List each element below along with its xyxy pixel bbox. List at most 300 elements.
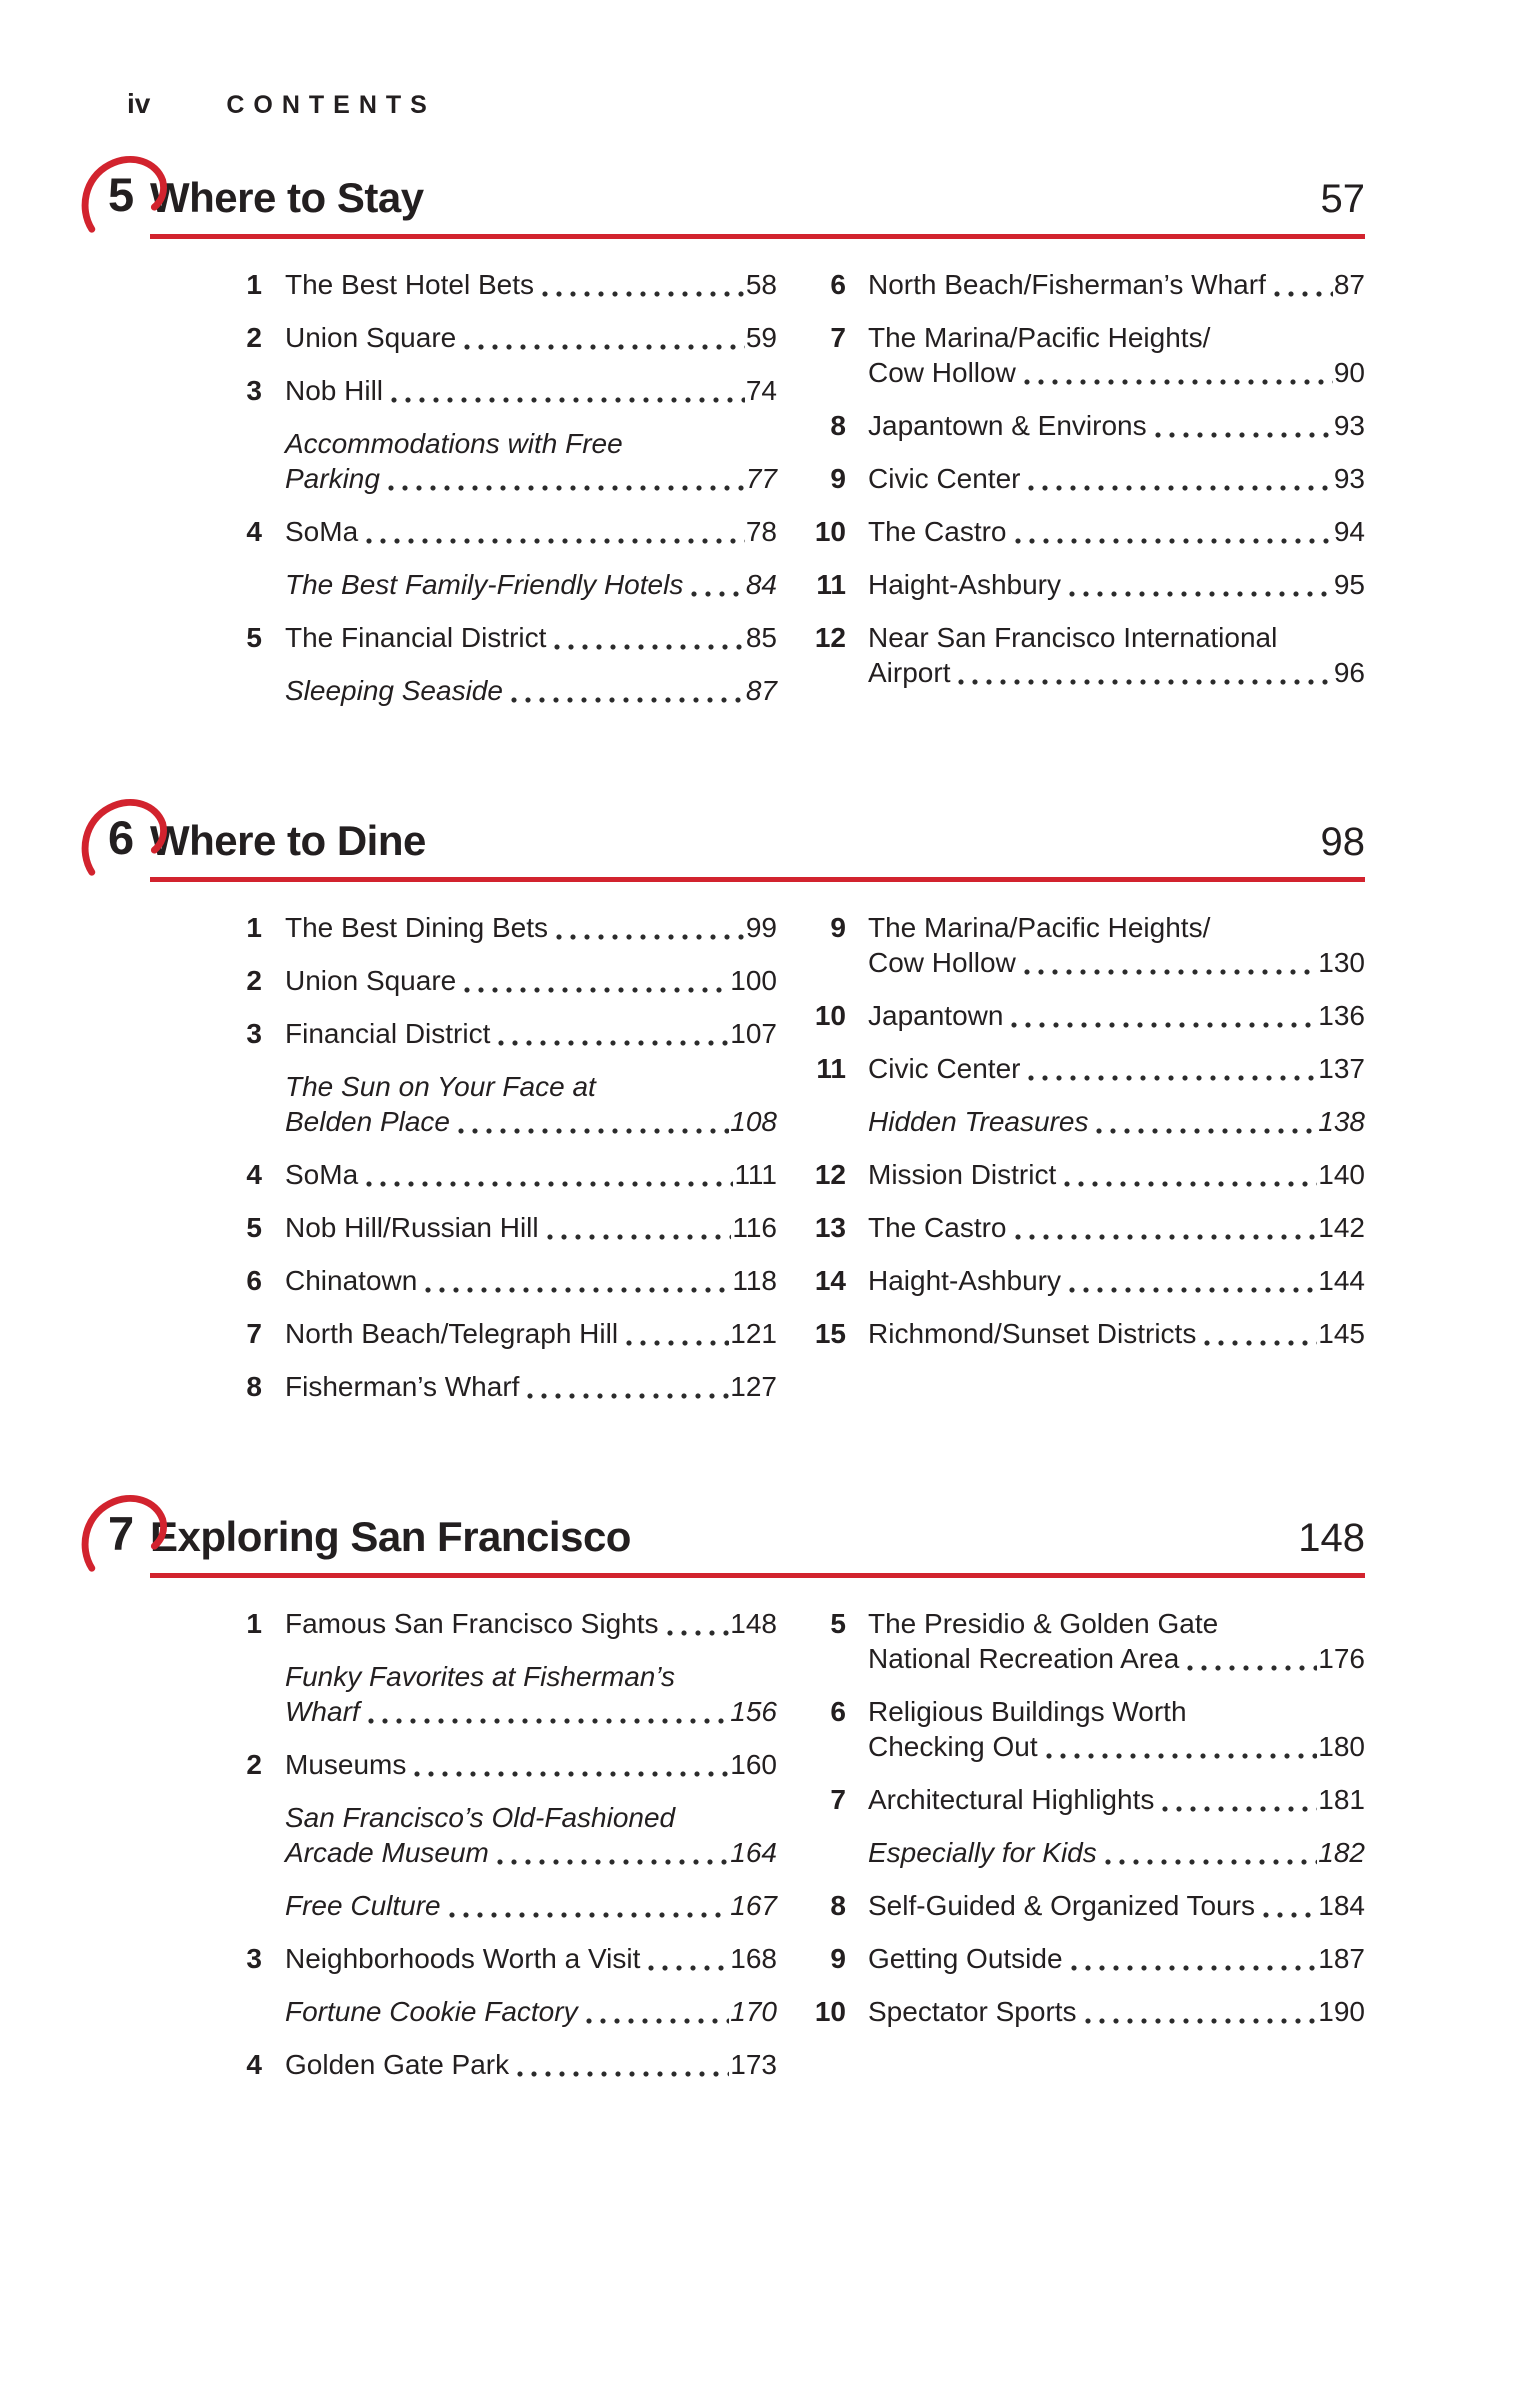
entry-page-number: 142 (1318, 1212, 1365, 1243)
entry-number: 12 (814, 1159, 846, 1190)
entry-body (285, 963, 777, 998)
leader-dots (667, 1630, 730, 1636)
toc-entry (150, 1069, 777, 1139)
toc-entry (150, 373, 777, 408)
entry-page-number: 95 (1333, 569, 1365, 600)
entry-number: 8 (830, 1890, 846, 1921)
entry-page-number: 77 (745, 463, 777, 494)
entry-lastline (285, 1210, 777, 1245)
chapter-number-badge (78, 149, 170, 245)
entry-lastline (868, 1941, 1365, 1976)
toc-entry (810, 267, 1365, 302)
entry-lastline (868, 267, 1365, 302)
toc-entry (150, 1994, 777, 2029)
entry-body (285, 1016, 777, 1051)
entry-body (868, 267, 1365, 302)
toc-entry (810, 1994, 1365, 2029)
entry-number: 2 (246, 965, 262, 996)
leader-dots (554, 644, 744, 650)
toc-column-right (810, 267, 1365, 726)
leader-dots (1064, 1181, 1317, 1187)
entry-title: SoMa (285, 516, 359, 547)
entry-number: 6 (830, 269, 846, 300)
entry-title: Chinatown (285, 1265, 418, 1296)
leader-dots (648, 1965, 729, 1971)
toc-column-right (810, 1606, 1365, 2100)
entry-page-number: 180 (1318, 1731, 1365, 1762)
entry-number: 3 (246, 1018, 262, 1049)
chapter-page-number: 57 (1320, 177, 1365, 221)
entry-body (868, 514, 1365, 549)
entry-line: The Presidio & Golden Gate (868, 1608, 1219, 1639)
entry-title: Haight-Ashbury (868, 1265, 1061, 1296)
entry-line: Religious Buildings Worth (868, 1696, 1187, 1727)
entry-page-number: 78 (745, 516, 777, 547)
entry-title: North Beach/Telegraph Hill (285, 1318, 619, 1349)
entry-lastline (868, 1210, 1365, 1245)
entry-number: 15 (814, 1318, 846, 1349)
entry-page-number: 168 (730, 1943, 777, 1974)
chapter-number: 5 (108, 168, 135, 221)
entry-lastline (868, 1835, 1365, 1870)
leader-dots (464, 987, 729, 993)
entry-body (285, 1069, 777, 1139)
entry-lastline (285, 1104, 777, 1139)
entry-lastline (285, 1994, 777, 2029)
entry-line: The Sun on Your Face at (285, 1071, 596, 1102)
entry-lastline (868, 355, 1365, 390)
entry-page-number: 90 (1333, 357, 1365, 388)
entry-page-number: 164 (730, 1837, 777, 1868)
entry-body (285, 1263, 777, 1298)
entry-number: 7 (246, 1318, 262, 1349)
toc-entry (150, 2047, 777, 2082)
leader-dots (1024, 969, 1317, 975)
toc-entry (150, 1941, 777, 1976)
entry-lastline (285, 1888, 777, 1923)
leader-dots (511, 697, 745, 703)
leader-dots (517, 2071, 729, 2077)
entry-number: 10 (814, 1000, 846, 1031)
entry-lastline (285, 1263, 777, 1298)
entry-page-number: 84 (745, 569, 777, 600)
entry-lastline (868, 1994, 1365, 2029)
leader-dots (1069, 1287, 1317, 1293)
entry-body (285, 1606, 777, 1641)
entry-page-number: 138 (1318, 1106, 1365, 1137)
entry-lastline (868, 945, 1365, 980)
entry-number: 5 (246, 622, 262, 653)
entry-page-number: 187 (1318, 1943, 1365, 1974)
entry-number: 13 (814, 1212, 846, 1243)
toc-entry (150, 426, 777, 496)
entry-title: Civic Center (868, 1053, 1021, 1084)
entry-page-number: 176 (1318, 1643, 1365, 1674)
toc-entry (810, 1051, 1365, 1086)
entry-number: 9 (830, 463, 846, 494)
entry-title: Hidden Treasures (868, 1106, 1089, 1137)
entry-page-number: 156 (730, 1696, 777, 1727)
leader-dots (497, 1859, 729, 1865)
leader-dots (388, 485, 745, 491)
entry-body (868, 461, 1365, 496)
leader-dots (414, 1771, 729, 1777)
entry-page-number: 74 (745, 375, 777, 406)
leader-dots (1015, 1234, 1318, 1240)
entry-body (285, 1994, 777, 2029)
chapter-header (108, 1507, 1365, 1578)
leader-dots (1024, 379, 1333, 385)
leader-dots (1046, 1753, 1318, 1759)
chapter-number: 7 (108, 1507, 135, 1560)
entry-title: Getting Outside (868, 1943, 1063, 1974)
entry-number: 6 (830, 1696, 846, 1727)
entry-page-number: 121 (730, 1318, 777, 1349)
entry-number: 7 (830, 322, 846, 353)
chapter-page-number: 148 (1298, 1516, 1365, 1560)
toc-entry (150, 1800, 777, 1870)
entry-page-number: 93 (1333, 410, 1365, 441)
toc-entry (810, 514, 1365, 549)
entry-body (868, 1210, 1365, 1245)
entry-body (868, 1263, 1365, 1298)
toc-entry (150, 1157, 777, 1192)
entry-page-number: 87 (1333, 269, 1365, 300)
entry-title: Airport (868, 657, 951, 688)
entry-page-number: 116 (732, 1212, 777, 1243)
entry-lastline (868, 1263, 1365, 1298)
chapter-title: Where to Stay (150, 174, 424, 221)
entry-line: Funky Favorites at Fisherman’s (285, 1661, 676, 1692)
toc-entry (810, 1104, 1365, 1139)
entry-body (868, 1782, 1365, 1817)
leader-dots (1028, 1075, 1317, 1081)
leader-dots (1069, 591, 1333, 597)
entry-number: 3 (246, 375, 262, 406)
leader-dots (1274, 291, 1333, 297)
toc-column-left (150, 1606, 777, 2100)
entry-title: Especially for Kids (868, 1837, 1097, 1868)
entry-body (868, 1104, 1365, 1139)
entry-lastline (285, 1157, 777, 1192)
leader-dots (1162, 1806, 1317, 1812)
entry-lastline (868, 1888, 1365, 1923)
entry-body (868, 408, 1365, 443)
entry-title: Cow Hollow (868, 357, 1016, 388)
toc-entry (150, 963, 777, 998)
entry-title: North Beach/Fisherman’s Wharf (868, 269, 1266, 300)
toc-entry (150, 1888, 777, 1923)
entry-title: Neighborhoods Worth a Visit (285, 1943, 641, 1974)
entry-lastline (285, 673, 777, 708)
running-header (127, 88, 1365, 120)
leader-dots (391, 397, 745, 403)
entry-line: The Marina/Pacific Heights/ (868, 322, 1211, 353)
entry-number: 3 (246, 1943, 262, 1974)
leader-dots (366, 1181, 733, 1187)
entry-title: Richmond/Sunset Districts (868, 1318, 1197, 1349)
entry-body (868, 1941, 1365, 1976)
entry-title: Checking Out (868, 1731, 1038, 1762)
entry-page-number: 184 (1318, 1890, 1365, 1921)
toc-entry (810, 910, 1365, 980)
entry-body (868, 320, 1365, 390)
entry-lastline (285, 373, 777, 408)
entry-lastline (868, 1782, 1365, 1817)
entry-body (868, 1606, 1365, 1676)
entry-body (868, 567, 1365, 602)
entry-lastline (868, 1316, 1365, 1351)
entry-lastline (285, 567, 777, 602)
entry-title: The Best Family-Friendly Hotels (285, 569, 684, 600)
entry-lastline (868, 1104, 1365, 1139)
toc-entry (150, 1210, 777, 1245)
entry-number: 1 (246, 269, 262, 300)
leader-dots (458, 1128, 729, 1134)
entry-number: 9 (830, 1943, 846, 1974)
toc-column-left (150, 910, 777, 1422)
entry-lastline (868, 461, 1365, 496)
toc-entry (150, 1747, 777, 1782)
toc-entry (810, 1157, 1365, 1192)
entry-page-number: 130 (1318, 947, 1365, 978)
entry-title: Parking (285, 463, 380, 494)
leader-dots (1155, 432, 1333, 438)
entry-title: Nob Hill (285, 375, 384, 406)
toc-entry (150, 1606, 777, 1641)
entry-title: Famous San Francisco Sights (285, 1608, 659, 1639)
toc-entry (810, 998, 1365, 1033)
entry-lastline (868, 1729, 1365, 1764)
entry-page-number: 100 (730, 965, 777, 996)
entry-lastline (868, 567, 1365, 602)
toc-entry (810, 1835, 1365, 1870)
toc-entry (150, 567, 777, 602)
chapter-header (108, 168, 1365, 239)
leader-dots (1071, 1965, 1318, 1971)
entry-number: 10 (814, 1996, 846, 2027)
entry-body (285, 267, 777, 302)
toc-entry (810, 1210, 1365, 1245)
chapter-number-badge (78, 1488, 170, 1584)
toc-entry (810, 1694, 1365, 1764)
entry-page-number: 96 (1333, 657, 1365, 688)
toc-column-right (810, 910, 1365, 1422)
toc-entry (810, 1606, 1365, 1676)
entry-title: The Best Dining Bets (285, 912, 549, 943)
entry-body (285, 426, 777, 496)
leader-dots (958, 679, 1332, 685)
entry-title: Union Square (285, 965, 457, 996)
entry-body (868, 1316, 1365, 1351)
toc-entry (150, 620, 777, 655)
chapter-number-badge (78, 792, 170, 888)
entry-lastline (285, 910, 777, 945)
entry-title: Haight-Ashbury (868, 569, 1061, 600)
chapter-number: 6 (108, 811, 135, 864)
entry-page-number: 107 (730, 1018, 777, 1049)
entry-line: San Francisco’s Old-Fashioned (285, 1802, 676, 1833)
leader-dots (586, 2018, 730, 2024)
leader-dots (1204, 1340, 1317, 1346)
entry-line: The Marina/Pacific Heights/ (868, 912, 1211, 943)
entry-body (285, 673, 777, 708)
entry-body (868, 620, 1365, 690)
entry-body (285, 1888, 777, 1923)
entry-number: 9 (830, 912, 846, 943)
entry-page-number: 190 (1318, 1996, 1365, 2027)
entry-body (285, 910, 777, 945)
entry-title: Architectural Highlights (868, 1784, 1155, 1815)
entry-title: Wharf (285, 1696, 360, 1727)
toc-entry (150, 1316, 777, 1351)
entry-body (285, 1747, 777, 1782)
entry-page-number: 85 (745, 622, 777, 653)
entry-body (868, 1694, 1365, 1764)
entry-title: Fortune Cookie Factory (285, 1996, 578, 2027)
entry-number: 12 (814, 622, 846, 653)
entry-title: Self-Guided & Organized Tours (868, 1890, 1256, 1921)
toc-entry (810, 1316, 1365, 1351)
toc-entry (150, 1659, 777, 1729)
entry-number: 4 (246, 516, 262, 547)
toc-entry (810, 461, 1365, 496)
leader-dots (556, 934, 745, 940)
leader-dots (1011, 1022, 1317, 1028)
leader-dots (542, 291, 745, 297)
entry-number: 11 (816, 1053, 846, 1084)
entry-lastline (868, 1051, 1365, 1086)
chapter-title: Where to Dine (150, 817, 426, 864)
entry-page-number: 99 (745, 912, 777, 943)
entry-page-number: 144 (1318, 1265, 1365, 1296)
entry-lastline (285, 2047, 777, 2082)
entry-lastline (868, 514, 1365, 549)
entry-title: The Castro (868, 516, 1007, 547)
toc-entry (810, 1782, 1365, 1817)
entry-lastline (285, 1835, 777, 1870)
entry-title: National Recreation Area (868, 1643, 1180, 1674)
entry-page-number: 108 (730, 1106, 777, 1137)
toc-entry (810, 620, 1365, 690)
chapter-columns (150, 267, 1365, 726)
entry-number: 14 (814, 1265, 846, 1296)
toc-entry (150, 267, 777, 302)
entry-lastline (868, 408, 1365, 443)
chapter-section (108, 1507, 1365, 2100)
entry-title: Free Culture (285, 1890, 441, 1921)
entry-body (285, 1369, 777, 1404)
entry-page-number: 93 (1333, 463, 1365, 494)
entry-number: 1 (246, 912, 262, 943)
entry-body (285, 1800, 777, 1870)
entry-page-number: 118 (732, 1265, 777, 1296)
entry-body (868, 910, 1365, 980)
chapter-columns (150, 910, 1365, 1422)
entry-body (285, 320, 777, 355)
entry-title: Mission District (868, 1159, 1057, 1190)
entry-title: Golden Gate Park (285, 2049, 510, 2080)
toc-entry (150, 320, 777, 355)
entry-page-number: 94 (1333, 516, 1365, 547)
entry-body (285, 620, 777, 655)
entry-title: Arcade Museum (285, 1837, 489, 1868)
entry-body (868, 1888, 1365, 1923)
toc-entry (150, 1263, 777, 1298)
entry-number: 5 (246, 1212, 262, 1243)
entry-title: SoMa (285, 1159, 359, 1190)
entry-title: Museums (285, 1749, 407, 1780)
leader-dots (498, 1040, 729, 1046)
entry-page-number: 140 (1318, 1159, 1365, 1190)
entry-body (868, 1835, 1365, 1870)
entry-title: Financial District (285, 1018, 491, 1049)
entry-title: Cow Hollow (868, 947, 1016, 978)
toc-entry (810, 567, 1365, 602)
entry-number: 8 (830, 410, 846, 441)
entry-lastline (285, 963, 777, 998)
entry-page-number: 127 (730, 1371, 777, 1402)
chapters-container (108, 168, 1365, 2100)
entry-page-number: 136 (1318, 1000, 1365, 1031)
entry-lastline (285, 1694, 777, 1729)
chapter-page-number: 98 (1320, 820, 1365, 864)
leader-dots (527, 1393, 729, 1399)
toc-entry (810, 1263, 1365, 1298)
toc-entry (150, 1369, 777, 1404)
leader-dots (1085, 2018, 1318, 2024)
leader-dots (1028, 485, 1332, 491)
leader-dots (1015, 538, 1333, 544)
entry-lastline (285, 1747, 777, 1782)
entry-lastline (285, 267, 777, 302)
entry-body (285, 1316, 777, 1351)
chapter-section (108, 168, 1365, 726)
leader-dots (1187, 1665, 1317, 1671)
chapter-title: Exploring San Francisco (150, 1513, 631, 1560)
entry-page-number: 167 (730, 1890, 777, 1921)
toc-entry (150, 673, 777, 708)
entry-body (285, 2047, 777, 2082)
entry-page-number: 59 (745, 322, 777, 353)
entry-lastline (285, 1941, 777, 1976)
entry-number: 10 (814, 516, 846, 547)
leader-dots (425, 1287, 731, 1293)
entry-number: 2 (246, 322, 262, 353)
entry-line: Near San Francisco International (868, 622, 1278, 653)
toc-entry (150, 1016, 777, 1051)
entry-number: 11 (816, 569, 846, 600)
entry-body (285, 1941, 777, 1976)
entry-body (285, 373, 777, 408)
entry-title: The Castro (868, 1212, 1007, 1243)
toc-entry (150, 514, 777, 549)
entry-lastline (285, 461, 777, 496)
leader-dots (1105, 1859, 1318, 1865)
entry-lastline (285, 1016, 777, 1051)
page-folio: iv (127, 88, 151, 119)
entry-title: Japantown (868, 1000, 1004, 1031)
entry-title: Belden Place (285, 1106, 451, 1137)
entry-line: Accommodations with Free (285, 428, 623, 459)
entry-page-number: 170 (730, 1996, 777, 2027)
toc-column-left (150, 267, 777, 726)
entry-lastline (868, 655, 1365, 690)
entry-lastline (285, 320, 777, 355)
entry-lastline (285, 514, 777, 549)
leader-dots (1263, 1912, 1317, 1918)
chapter-columns (150, 1606, 1365, 2100)
